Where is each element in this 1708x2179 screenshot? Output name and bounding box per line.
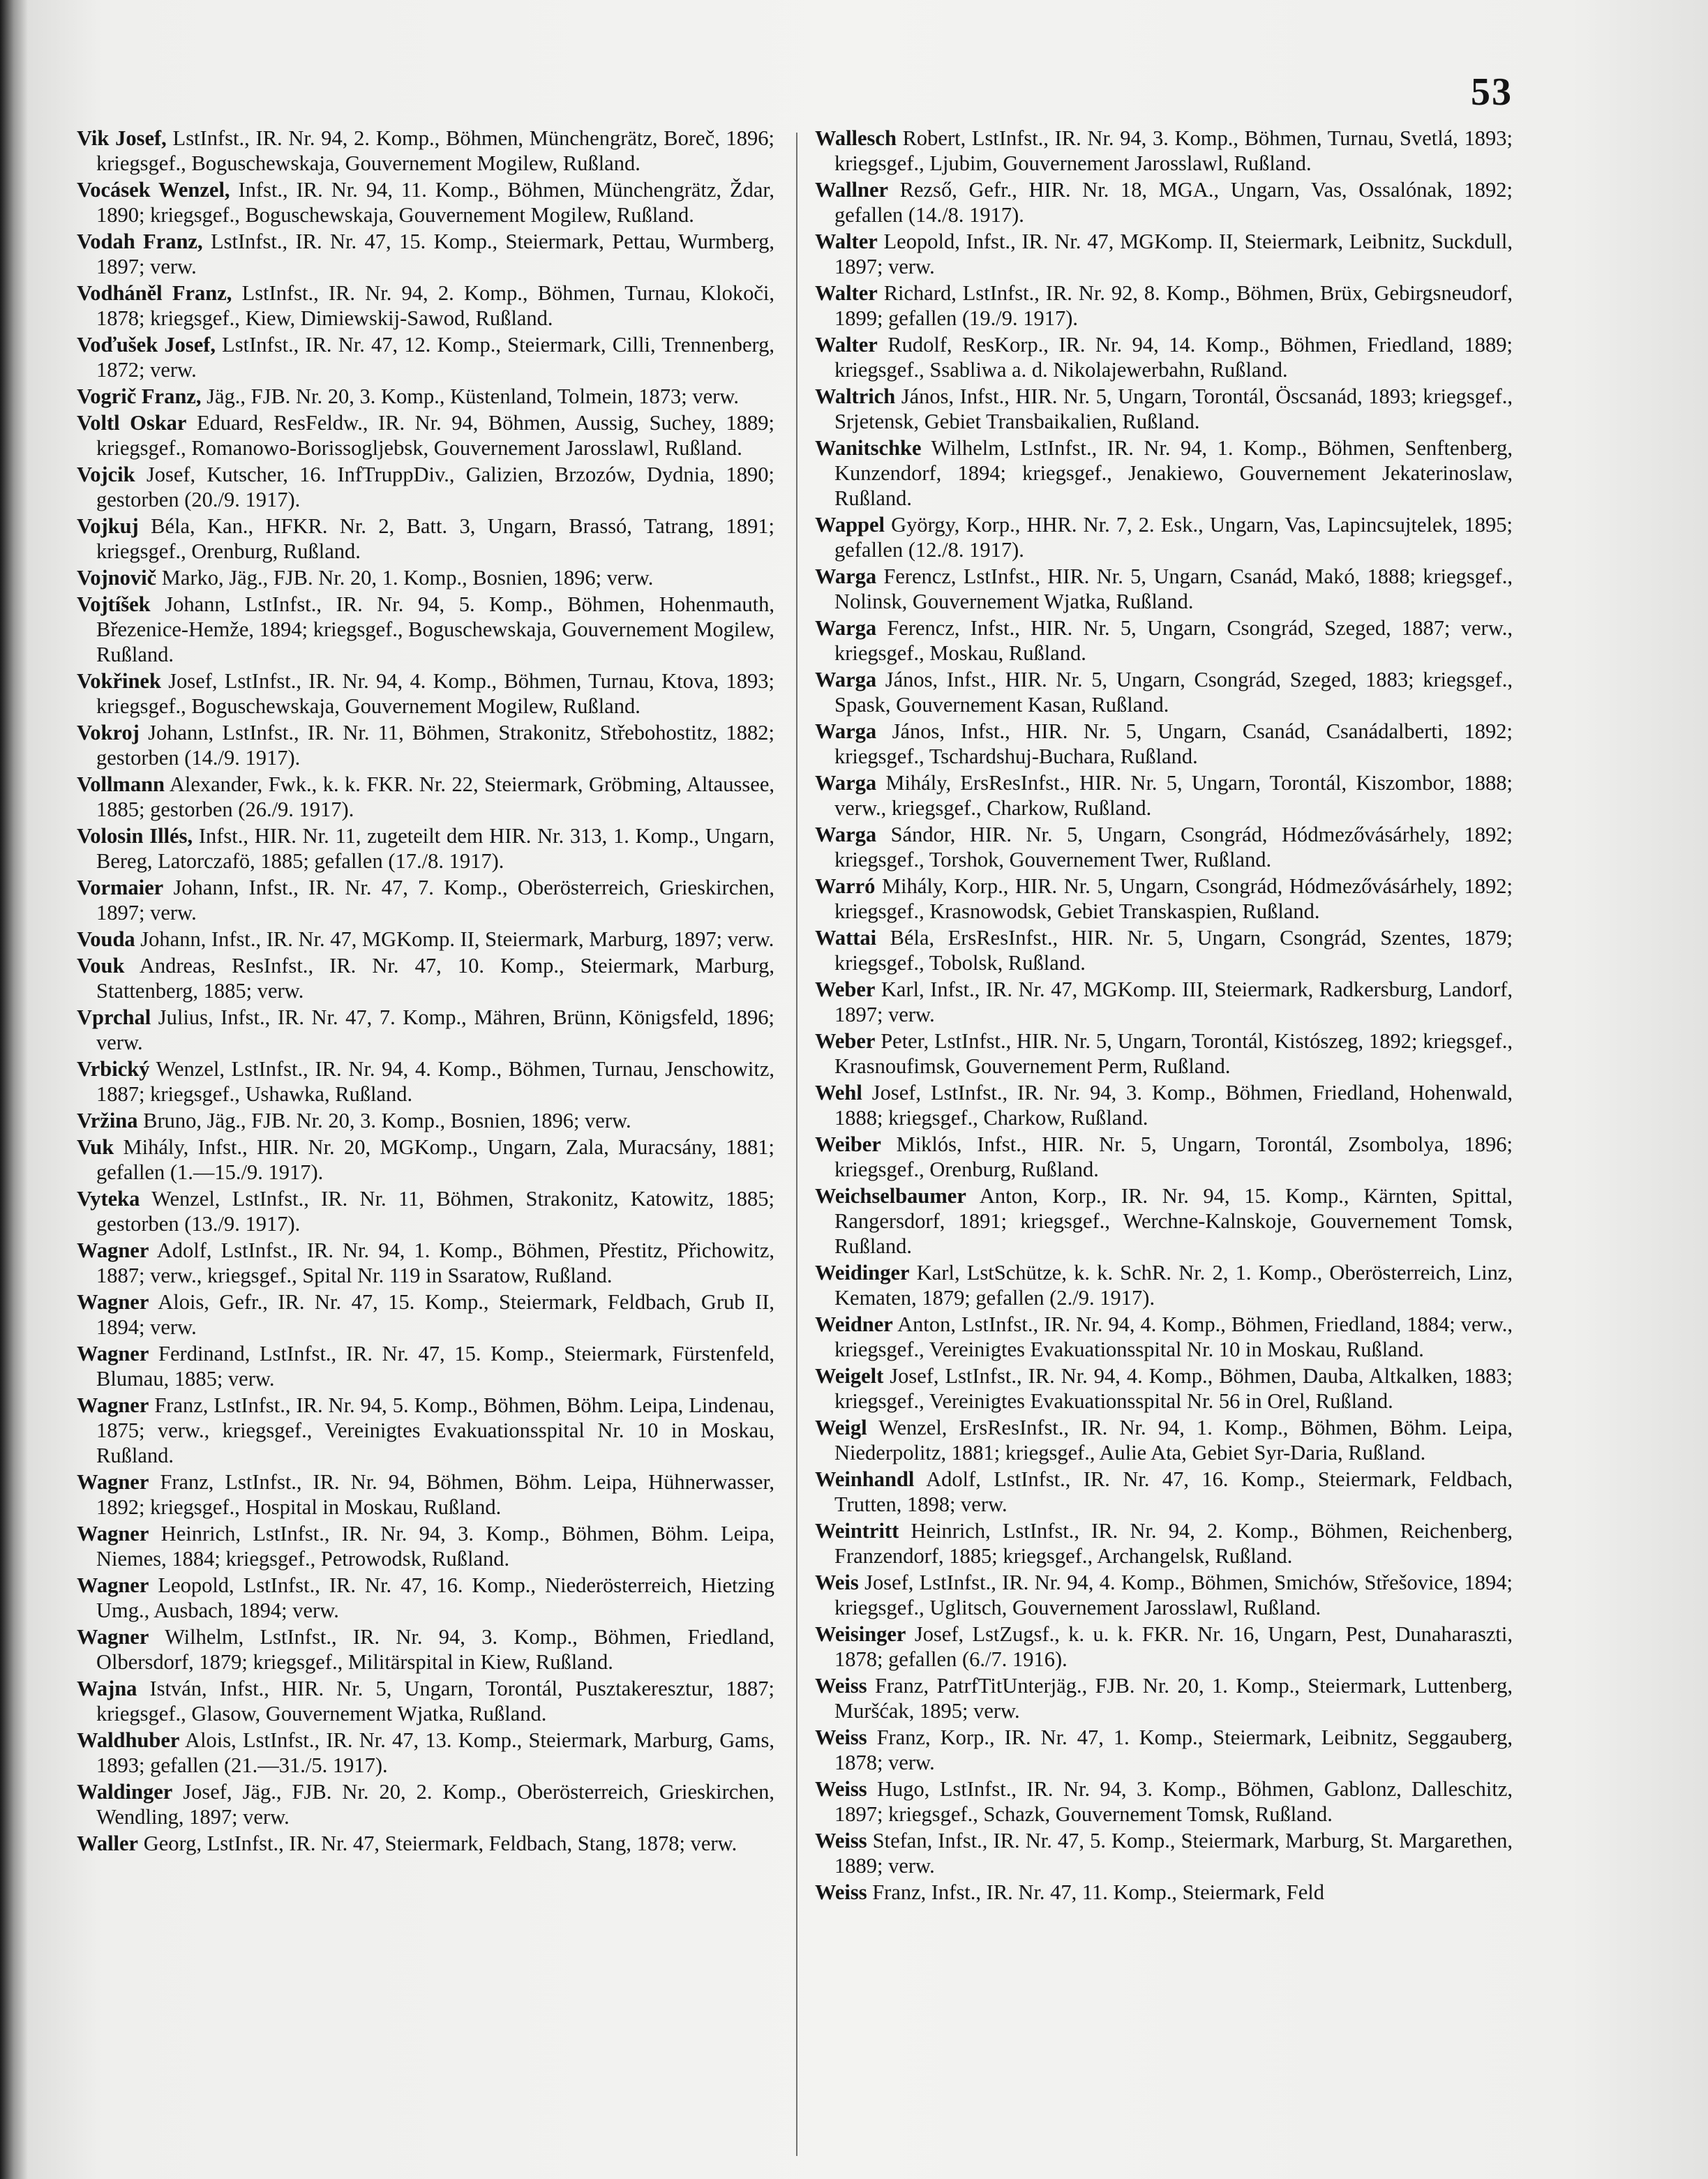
entry-details: Wenzel, LstInfst., IR. Nr. 94, 4. Komp., Böhmen, Turnau, Jenschowitz, 1887; kriegsgef., Ushawka, Rußland.	[96, 1057, 774, 1106]
register-entry	[815, 1776, 1513, 1827]
entry-details: Peter, LstInfst., HIR. Nr. 5, Ungarn, Torontál, Kistószeg, 1892; kriegsgef., Krasnoufimsk, Gouvernement Perm, Rußland.	[834, 1029, 1513, 1078]
entry-details: Georg, LstInfst., IR. Nr. 47, Steiermark, Feldbach, Stang, 1878; verw.	[138, 1832, 737, 1855]
register-entry	[815, 1028, 1513, 1079]
entry-details: Heinrich, LstInfst., IR. Nr. 94, 2. Komp., Böhmen, Reichenberg, Franzendorf, 1885; kriegsgef., Archangelsk, Rußland.	[834, 1519, 1513, 1568]
entry-details: Richard, LstInfst., IR. Nr. 92, 8. Komp., Böhmen, Brüx, Gebirgsneudorf, 1899; gefallen (19./9. 1917).	[834, 281, 1513, 330]
entry-details: Wenzel, ErsResInfst., IR. Nr. 94, 1. Komp., Böhmen, Böhm. Leipa, Niederpolitz, 1881; kriegsgef., Aulie Ata, Gebiet Syr-Daria, Rußland.	[834, 1416, 1513, 1465]
entry-details: Eduard, ResFeldw., IR. Nr. 94, Böhmen, Aussig, Suchey, 1889; kriegsgef., Romanowo-Borissogljebsk, Gouvernement Jarosslawl, Rußland.	[96, 411, 774, 460]
entry-details: Infst., HIR. Nr. 11, zugeteilt dem HIR. Nr. 313, 1. Komp., Ungarn, Bereg, Latorczafö, 1885; gefallen (17./8. 1917).	[96, 824, 774, 873]
register-entry	[77, 1005, 774, 1055]
entry-surname: Weber	[815, 1029, 876, 1053]
entry-details: Josef, LstInfst., IR. Nr. 94, 4. Komp., Böhmen, Turnau, Ktova, 1893; kriegsgef., Boguschewskaja, Gouvernement Mogilew, Rußland.	[96, 669, 774, 718]
entry-surname: Vodah Franz,	[77, 230, 203, 253]
entry-surname: Weidner	[815, 1312, 893, 1336]
entry-details: Mihály, Korp., HIR. Nr. 5, Ungarn, Csongrád, Hódmezővásárhely, 1892; kriegsgef., Krasnowodsk, Gebiet Transkaspien, Rußland.	[834, 874, 1513, 923]
entry-details: Adolf, LstInfst., IR. Nr. 94, 1. Komp., Böhmen, Přestitz, Přichowitz, 1887; verw., kriegsgef., Spital Nr. 119 in Ssaratow, Rußland.	[96, 1238, 774, 1287]
entry-surname: Wagner	[77, 1238, 149, 1262]
register-entry	[77, 177, 774, 227]
register-entry	[77, 720, 774, 770]
entry-details: Josef, LstInfst., IR. Nr. 94, 4. Komp., Böhmen, Smichów, Střešovice, 1894; kriegsgef., Uglitsch, Gouvernement Jarosslawl, Rußland.	[834, 1571, 1513, 1619]
entry-surname: Vik Josef,	[77, 126, 167, 150]
entry-surname: Walter	[815, 230, 878, 253]
register-entry	[77, 875, 774, 925]
binding-shadow	[0, 0, 28, 2179]
entry-details: György, Korp., HHR. Nr. 7, 2. Esk., Ungarn, Vas, Lapincsujtelek, 1895; gefallen (12./8. 1917).	[834, 513, 1513, 562]
entry-details: Bruno, Jäg., FJB. Nr. 20, 3. Komp., Bosnien, 1896; verw.	[137, 1109, 631, 1132]
entry-surname: Warga	[815, 564, 877, 588]
entry-surname: Warga	[815, 823, 877, 846]
entry-details: Sándor, HIR. Nr. 5, Ungarn, Csongrád, Hódmezővásárhely, 1892; kriegsgef., Torshok, Gouvernement Twer, Rußland.	[834, 823, 1513, 871]
entry-details: Marko, Jäg., FJB. Nr. 20, 1. Komp., Bosnien, 1896; verw.	[156, 566, 654, 590]
register-entry	[815, 719, 1513, 769]
register-entry	[77, 280, 774, 331]
entry-surname: Vprchal	[77, 1005, 151, 1029]
entry-surname: Warró	[815, 874, 876, 898]
entry-surname: Voďušek Josef,	[77, 333, 216, 357]
entry-details: Andreas, ResInfst., IR. Nr. 47, 10. Komp., Steiermark, Marburg, Stattenberg, 1885; verw.	[96, 954, 774, 1003]
entry-surname: Weinhandl	[815, 1467, 915, 1491]
entry-surname: Wagner	[77, 1393, 149, 1417]
entry-surname: Weber	[815, 978, 876, 1001]
entry-details: Leopold, Infst., IR. Nr. 47, MGKomp. II, Steiermark, Leibnitz, Suckdull, 1897; verw.	[834, 230, 1513, 278]
entry-details: Josef, LstZugsf., k. u. k. FKR. Nr. 16, Ungarn, Pest, Dunaharaszti, 1878; gefallen (6./7. 1916).	[834, 1622, 1513, 1671]
entry-surname: Wallesch	[815, 126, 897, 150]
entry-surname: Vržina	[77, 1109, 138, 1132]
register-entry	[815, 280, 1513, 331]
register-entry	[815, 1260, 1513, 1310]
register-entry	[77, 953, 774, 1003]
entry-details: Béla, ErsResInfst., HIR. Nr. 5, Ungarn, Csongrád, Szentes, 1879; kriegsgef., Tobolsk, Rußland.	[834, 926, 1513, 975]
register-entry	[77, 592, 774, 667]
register-entry	[815, 615, 1513, 666]
right-column	[815, 126, 1513, 1906]
register-entry	[77, 1624, 774, 1675]
entry-details: János, Infst., HIR. Nr. 5, Ungarn, Csanád, Csanádalberti, 1892; kriegsgef., Tschardshuj-Buchara, Rußland.	[834, 719, 1513, 768]
register-entry	[77, 1831, 774, 1856]
entry-surname: Vyteka	[77, 1187, 140, 1211]
entry-details: Leopold, LstInfst., IR. Nr. 47, 16. Komp., Niederösterreich, Hietzing Umg., Ausbach, 1894; verw.	[96, 1573, 774, 1622]
entry-details: Alexander, Fwk., k. k. FKR. Nr. 22, Steiermark, Gröbming, Altaussee, 1885; gestorben (26./9. 1917).	[96, 772, 774, 821]
entry-surname: Weigl	[815, 1416, 867, 1439]
register-entry	[77, 1728, 774, 1778]
entry-surname: Vojnovič	[77, 566, 157, 590]
entry-surname: Wagner	[77, 1290, 149, 1314]
register-entry	[815, 874, 1513, 924]
register-entry	[815, 1363, 1513, 1414]
entry-details: Ferencz, Infst., HIR. Nr. 5, Ungarn, Csongrád, Szeged, 1887; verw., kriegsgef., Moskau, Rußland.	[834, 616, 1513, 665]
entry-details: Heinrich, LstInfst., IR. Nr. 94, 3. Komp., Böhmen, Böhm. Leipa, Niemes, 1884; kriegsgef., Petrowodsk, Rußland.	[96, 1522, 774, 1571]
register-entry	[77, 1469, 774, 1520]
register-entry	[77, 1779, 774, 1829]
entry-details: Johann, LstInfst., IR. Nr. 11, Böhmen, Strakonitz, Střebohostitz, 1882; gestorben (14./9. 1917).	[96, 721, 774, 770]
entry-details: Infst., IR. Nr. 94, 11. Komp., Böhmen, Münchengrätz, Ždar, 1890; kriegsgef., Boguschewskaja, Gouvernement Mogilew, Rußland.	[96, 178, 774, 227]
register-entry	[77, 1135, 774, 1185]
register-entry	[815, 384, 1513, 434]
register-entry	[815, 667, 1513, 717]
entry-surname: Weis	[815, 1571, 859, 1594]
register-entry	[815, 1312, 1513, 1362]
entry-details: Alois, LstInfst., IR. Nr. 47, 13. Komp., Steiermark, Marburg, Gams, 1893; gefallen (21.—31./5. 1917).	[96, 1728, 774, 1777]
register-entry	[815, 332, 1513, 382]
register-entry	[815, 1080, 1513, 1130]
entry-details: LstInfst., IR. Nr. 94, 2. Komp., Böhmen, Münchengrätz, Boreč, 1896; kriegsgef., Boguschewskaja, Gouvernement Mogilew, Rußland.	[96, 126, 774, 175]
register-entry	[77, 462, 774, 512]
register-entry	[77, 1186, 774, 1236]
entry-details: Rezső, Gefr., HIR. Nr. 18, MGA., Ungarn, Vas, Ossalónak, 1892; gefallen (14./8. 1917).	[834, 178, 1513, 227]
register-entry	[815, 1132, 1513, 1182]
entry-surname: Weidinger	[815, 1261, 910, 1285]
entry-surname: Wattai	[815, 926, 877, 950]
entry-details: Franz, Korp., IR. Nr. 47, 1. Komp., Steiermark, Leibnitz, Seggauberg, 1878; verw.	[834, 1725, 1513, 1774]
entry-details: Karl, Infst., IR. Nr. 47, MGKomp. III, Steiermark, Radkersburg, Landorf, 1897; verw.	[834, 978, 1513, 1026]
entry-surname: Vojkuj	[77, 514, 139, 538]
entry-details: Robert, LstInfst., IR. Nr. 94, 3. Komp., Böhmen, Turnau, Svetlá, 1893; kriegsgef., Ljubim, Gouvernement Jarosslawl, Rußland.	[834, 126, 1513, 175]
register-entry	[815, 435, 1513, 511]
entry-details: Johann, Infst., IR. Nr. 47, MGKomp. II, Steiermark, Marburg, 1897; verw.	[135, 927, 774, 951]
register-entry	[815, 1415, 1513, 1465]
entry-surname: Waldhuber	[77, 1728, 180, 1752]
entry-surname: Vollmann	[77, 772, 165, 796]
register-entry	[77, 229, 774, 279]
register-entry	[815, 564, 1513, 614]
entry-details: Franz, LstInfst., IR. Nr. 94, Böhmen, Böhm. Leipa, Hühnerwasser, 1892; kriegsgef., Hospital in Moskau, Rußland.	[96, 1470, 774, 1519]
register-entry	[77, 1521, 774, 1571]
entry-surname: Wagner	[77, 1522, 149, 1545]
entry-details: Jäg., FJB. Nr. 20, 3. Komp., Küstenland, Tolmein, 1873; verw.	[201, 384, 739, 408]
register-entry	[77, 410, 774, 460]
register-entry	[815, 1828, 1513, 1878]
entry-surname: Warga	[815, 771, 877, 795]
column-divider	[796, 133, 797, 2156]
entry-surname: Vrbický	[77, 1057, 150, 1081]
entry-details: Franz, PatrfTitUnterjäg., FJB. Nr. 20, 1. Komp., Steiermark, Luttenberg, Muršćak, 1895; verw.	[834, 1674, 1513, 1723]
entry-surname: Waldinger	[77, 1780, 173, 1804]
register-entry	[77, 927, 774, 952]
entry-surname: Weichselbaumer	[815, 1184, 966, 1208]
entry-surname: Weisinger	[815, 1622, 906, 1646]
entry-surname: Wagner	[77, 1625, 149, 1649]
entry-surname: Waller	[77, 1832, 139, 1855]
entry-surname: Vodháněl Franz,	[77, 281, 232, 305]
register-entry	[77, 565, 774, 590]
entry-details: LstInfst., IR. Nr. 47, 15. Komp., Steiermark, Pettau, Wurmberg, 1897; verw.	[96, 230, 774, 278]
register-entry	[77, 772, 774, 822]
entry-details: Wenzel, LstInfst., IR. Nr. 11, Böhmen, Strakonitz, Katowitz, 1885; gestorben (13./9. 1917).	[96, 1187, 774, 1236]
entry-surname: Vokroj	[77, 721, 140, 744]
entry-surname: Walter	[815, 281, 878, 305]
entry-details: Julius, Infst., IR. Nr. 47, 7. Komp., Mähren, Brünn, Königsfeld, 1896; verw.	[96, 1005, 774, 1054]
entry-details: Johann, Infst., IR. Nr. 47, 7. Komp., Oberösterreich, Grieskirchen, 1897; verw.	[96, 876, 774, 924]
entry-details: Miklós, Infst., HIR. Nr. 5, Ungarn, Torontál, Zsombolya, 1896; kriegsgef., Orenburg, Rußland.	[834, 1132, 1513, 1181]
entry-surname: Weiber	[815, 1132, 881, 1156]
entry-details: Mihály, ErsResInfst., HIR. Nr. 5, Ungarn, Torontál, Kiszombor, 1888; verw., kriegsgef., Charkow, Rußland.	[834, 771, 1513, 820]
register-entry	[77, 1341, 774, 1391]
register-entry	[77, 126, 774, 176]
register-entry	[815, 177, 1513, 227]
entry-surname: Wehl	[815, 1081, 862, 1105]
entry-details: Josef, LstInfst., IR. Nr. 94, 4. Komp., Böhmen, Dauba, Altkalken, 1883; kriegsgef., Vereinigtes Evakuationsspital Nr. 56 in Orel, Rußland.	[834, 1364, 1513, 1413]
register-entry	[815, 512, 1513, 562]
entry-details: Adolf, LstInfst., IR. Nr. 47, 16. Komp., Steiermark, Feldbach, Trutten, 1898; verw.	[834, 1467, 1513, 1516]
entry-details: Ferencz, LstInfst., HIR. Nr. 5, Ungarn, Csanád, Makó, 1888; kriegsgef., Nolinsk, Gouvernement Wjatka, Rußland.	[834, 564, 1513, 613]
entry-details: LstInfst., IR. Nr. 94, 2. Komp., Böhmen, Turnau, Klokoči, 1878; kriegsgef., Kiew, Dimiewskij-Sawod, Rußland.	[96, 281, 774, 330]
entry-surname: Wajna	[77, 1677, 137, 1700]
entry-surname: Waltrich	[815, 384, 896, 408]
register-entry	[77, 823, 774, 874]
entry-surname: Volosin Illés,	[77, 824, 193, 848]
register-entry	[815, 1518, 1513, 1568]
entry-details: Alois, Gefr., IR. Nr. 47, 15. Komp., Steiermark, Feldbach, Grub II, 1894; verw.	[96, 1290, 774, 1339]
register-entry	[77, 1573, 774, 1623]
register-entry	[815, 1673, 1513, 1723]
entry-surname: Weiss	[815, 1880, 867, 1904]
entry-surname: Wallner	[815, 178, 889, 202]
entry-surname: Weiss	[815, 1674, 867, 1698]
register-entry	[815, 126, 1513, 176]
entry-surname: Wagner	[77, 1470, 149, 1494]
register-entry	[77, 1289, 774, 1340]
entry-surname: Vormaier	[77, 876, 164, 899]
entry-surname: Vojcik	[77, 463, 135, 486]
register-entry	[77, 1676, 774, 1726]
entry-details: Karl, LstSchütze, k. k. SchR. Nr. 2, 1. Komp., Oberösterreich, Linz, Kematen, 1879; gefallen (2./9. 1917).	[834, 1261, 1513, 1310]
register-entry	[815, 822, 1513, 872]
entry-surname: Vokřinek	[77, 669, 161, 693]
entry-surname: Vocásek Wenzel,	[77, 178, 230, 202]
register-entry	[815, 1725, 1513, 1775]
entry-surname: Weiss	[815, 1725, 867, 1749]
entry-surname: Wanitschke	[815, 436, 922, 460]
register-entry	[77, 1108, 774, 1133]
entry-surname: Weintritt	[815, 1519, 899, 1543]
entry-details: LstInfst., IR. Nr. 47, 12. Komp., Steiermark, Cilli, Trennenberg, 1872; verw.	[96, 333, 774, 382]
entry-details: Wilhelm, LstInfst., IR. Nr. 94, 1. Komp., Böhmen, Senftenberg, Kunzendorf, 1894; kriegsgef., Jenakiewo, Gouvernement Jekaterinoslaw, Rußland.	[834, 436, 1513, 510]
register-entry	[77, 332, 774, 382]
register-entry	[77, 514, 774, 564]
left-column	[77, 126, 774, 1857]
page-number: 53	[1471, 70, 1513, 114]
entry-details: Rudolf, ResKorp., IR. Nr. 94, 14. Komp., Böhmen, Friedland, 1889; kriegsgef., Ssabliwa a. d. Nikolajewerbahn, Rußland.	[834, 333, 1513, 382]
entry-details: Josef, Kutscher, 16. InfTruppDiv., Galizien, Brzozów, Dydnia, 1890; gestorben (20./9. 1917).	[96, 463, 774, 511]
entry-details: Anton, LstInfst., IR. Nr. 94, 4. Komp., Böhmen, Friedland, 1884; verw., kriegsgef., Vereinigtes Evakuationsspital Nr. 10 in Moskau, Rußland.	[834, 1312, 1513, 1361]
entry-surname: Vojtíšek	[77, 592, 151, 616]
entry-details: István, Infst., HIR. Nr. 5, Ungarn, Torontál, Pusztakeresztur, 1887; kriegsgef., Glasow, Gouvernement Wjatka, Rußland.	[96, 1677, 774, 1725]
entry-details: Stefan, Infst., IR. Nr. 47, 5. Komp., Steiermark, Marburg, St. Margarethen, 1889; verw.	[834, 1829, 1513, 1878]
entry-details: Wilhelm, LstInfst., IR. Nr. 94, 3. Komp., Böhmen, Friedland, Olbersdorf, 1879; kriegsgef., Militärspital in Kiew, Rußland.	[96, 1625, 774, 1674]
entry-surname: Vogrič Franz,	[77, 384, 202, 408]
register-entry	[815, 1467, 1513, 1517]
entry-details: Hugo, LstInfst., IR. Nr. 94, 3. Komp., Böhmen, Gablonz, Dalleschitz, 1897; kriegsgef., Schazk, Gouvernement Tomsk, Rußland.	[834, 1777, 1513, 1826]
register-entry	[815, 770, 1513, 821]
entry-details: Johann, LstInfst., IR. Nr. 94, 5. Komp., Böhmen, Hohenmauth, Březenice-Hemže, 1894; kriegsgef., Boguschewskaja, Gouvernement Mogilew, Rußland.	[96, 592, 775, 666]
entry-surname: Wagner	[77, 1342, 149, 1365]
entry-surname: Wappel	[815, 513, 885, 537]
register-entry	[815, 925, 1513, 975]
entry-details: Anton, Korp., IR. Nr. 94, 15. Komp., Kärnten, Spittal, Rangersdorf, 1891; kriegsgef., Werchne-Kalnskoje, Gouvernement Tomsk, Rußland.	[834, 1184, 1513, 1258]
entry-details: Mihály, Infst., HIR. Nr. 20, MGKomp., Ungarn, Zala, Muracsány, 1881; gefallen (1.—15./9. 1917).	[96, 1135, 774, 1184]
entry-surname: Walter	[815, 333, 878, 357]
register-entry	[815, 1183, 1513, 1259]
entry-details: Josef, LstInfst., IR. Nr. 94, 3. Komp., Böhmen, Friedland, Hohenwald, 1888; kriegsgef., Charkow, Rußland.	[834, 1081, 1513, 1130]
register-entry	[815, 1622, 1513, 1672]
register-entry	[77, 384, 774, 409]
register-entry	[815, 229, 1513, 279]
entry-surname: Weiss	[815, 1777, 867, 1801]
entry-details: Béla, Kan., HFKR. Nr. 2, Batt. 3, Ungarn, Brassó, Tatrang, 1891; kriegsgef., Orenburg, Rußland.	[96, 514, 774, 563]
register-entry	[77, 1393, 774, 1468]
register-entry	[815, 977, 1513, 1027]
entry-surname: Weiss	[815, 1829, 867, 1852]
entry-surname: Warga	[815, 668, 877, 691]
entry-details: Josef, Jäg., FJB. Nr. 20, 2. Komp., Oberösterreich, Grieskirchen, Wendling, 1897; verw.	[96, 1780, 774, 1829]
entry-surname: Warga	[815, 616, 877, 640]
entry-details: János, Infst., HIR. Nr. 5, Ungarn, Csongrád, Szeged, 1883; kriegsgef., Spask, Gouvernement Kasan, Rußland.	[834, 668, 1513, 717]
entry-surname: Vouda	[77, 927, 135, 951]
entry-surname: Vouk	[77, 954, 125, 978]
register-entry	[77, 668, 774, 719]
entry-surname: Weigelt	[815, 1364, 884, 1388]
entry-details: Ferdinand, LstInfst., IR. Nr. 47, 15. Komp., Steiermark, Fürstenfeld, Blumau, 1885; verw.	[96, 1342, 774, 1391]
entry-details: Franz, Infst., IR. Nr. 47, 11. Komp., Steiermark, Feld	[867, 1880, 1324, 1904]
entry-details: János, Infst., HIR. Nr. 5, Ungarn, Torontál, Öscsanád, 1893; kriegsgef., Srjetensk, Gebiet Transbaikalien, Rußland.	[834, 384, 1513, 433]
register-entry	[815, 1570, 1513, 1620]
entry-surname: Voltl Oskar	[77, 411, 187, 435]
register-entry	[77, 1238, 774, 1288]
register-entry	[77, 1056, 774, 1107]
entry-surname: Warga	[815, 719, 877, 743]
entry-surname: Vuk	[77, 1135, 114, 1159]
entry-details: Franz, LstInfst., IR. Nr. 94, 5. Komp., Böhmen, Böhm. Leipa, Lindenau, 1875; verw., kriegsgef., Vereinigtes Evakuationsspital Nr. 10 in Moskau, Rußland.	[96, 1393, 774, 1467]
entry-surname: Wagner	[77, 1573, 149, 1597]
register-entry	[815, 1880, 1513, 1905]
